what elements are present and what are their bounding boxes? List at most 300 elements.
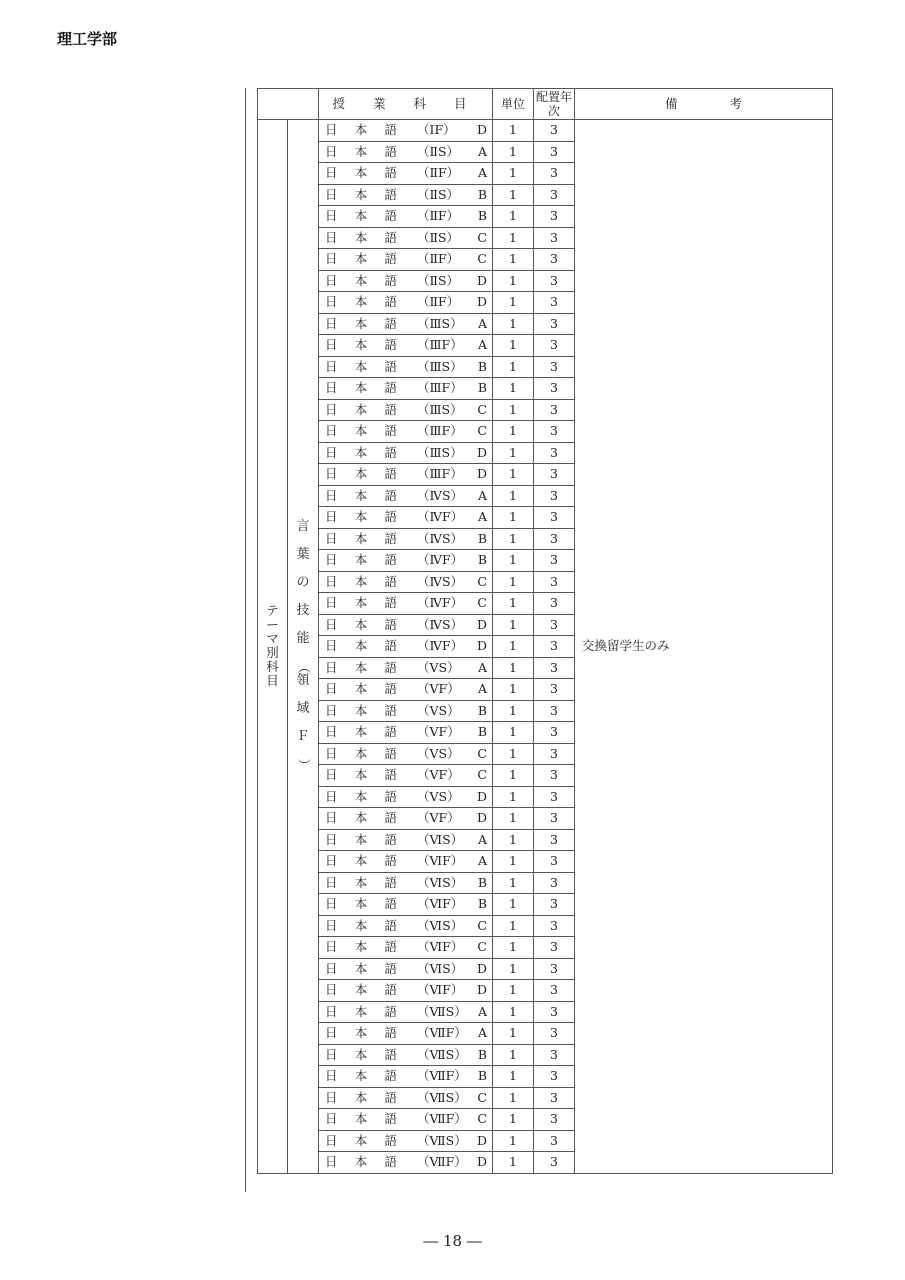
year-cell: 3 (534, 593, 575, 615)
unit-cell: 1 (493, 1152, 534, 1174)
subcategory-char: ） (295, 758, 311, 772)
unit-cell: 1 (493, 657, 534, 679)
year-cell: 3 (534, 636, 575, 658)
course-name-cell (319, 679, 493, 701)
unit-cell: 1 (493, 980, 534, 1002)
course-level-code: （ⅡF） (417, 165, 460, 181)
unit-cell: 1 (493, 679, 534, 701)
course-level-code: （ⅢS） (417, 315, 463, 331)
course-name-cell (319, 808, 493, 830)
unit-cell: 1 (493, 206, 534, 228)
course-name: 日 本 語 (325, 1003, 397, 1019)
course-section: B (477, 724, 487, 740)
year-cell: 3 (534, 442, 575, 464)
year-cell: 3 (534, 1087, 575, 1109)
course-level-code: （ⅥF） (417, 896, 464, 912)
unit-cell: 1 (493, 120, 534, 142)
unit-cell: 1 (493, 700, 534, 722)
course-name-cell (319, 292, 493, 314)
course-name: 日 本 語 (325, 487, 397, 503)
category-char: ー (266, 617, 279, 633)
course-level-code: （ⅦF） (417, 1068, 467, 1084)
unit-cell: 1 (493, 550, 534, 572)
course-name-cell (319, 894, 493, 916)
course-name-cell (319, 1044, 493, 1066)
unit-cell: 1 (493, 507, 534, 529)
unit-cell: 1 (493, 1023, 534, 1045)
header-remarks-2: 考 (729, 96, 743, 111)
year-cell: 3 (534, 163, 575, 185)
course-name-cell (319, 980, 493, 1002)
course-section: D (476, 1154, 487, 1170)
course-name-cell (319, 636, 493, 658)
course-level-code: （ⅥS） (417, 831, 464, 847)
course-level-code: （ⅤS） (417, 702, 460, 718)
course-level-code: （ⅤS） (417, 745, 460, 761)
course-level-code: （ⅤS） (417, 659, 460, 675)
header-remarks (575, 89, 833, 120)
course-section: A (477, 143, 487, 159)
category-char: 科 (266, 659, 279, 675)
course-name-cell (319, 915, 493, 937)
year-cell: 3 (534, 120, 575, 142)
course-name-cell (319, 614, 493, 636)
course-section: B (477, 1068, 487, 1084)
course-section: B (477, 380, 487, 396)
course-name-cell (319, 163, 493, 185)
course-name: 日 本 語 (325, 681, 397, 697)
year-cell: 3 (534, 550, 575, 572)
year-cell: 3 (534, 700, 575, 722)
year-cell: 3 (534, 614, 575, 636)
course-name: 日 本 語 (325, 917, 397, 933)
course-level-code: （ⅥS） (417, 874, 464, 890)
unit-cell: 1 (493, 851, 534, 873)
course-level-code: （ⅢF） (417, 380, 463, 396)
category-char: 別 (266, 645, 279, 661)
course-name: 日 本 語 (325, 853, 397, 869)
course-name-cell (319, 1109, 493, 1131)
course-name-cell (319, 571, 493, 593)
year-cell: 3 (534, 722, 575, 744)
course-section: C (477, 767, 487, 783)
course-name: 日 本 語 (325, 272, 397, 288)
course-level-code: （ⅣF） (417, 595, 464, 611)
course-name-cell (319, 1023, 493, 1045)
year-cell: 3 (534, 1130, 575, 1152)
unit-cell: 1 (493, 872, 534, 894)
course-name-cell (319, 958, 493, 980)
unit-cell: 1 (493, 1130, 534, 1152)
unit-cell: 1 (493, 722, 534, 744)
unit-cell: 1 (493, 249, 534, 271)
course-name: 日 本 語 (325, 1046, 397, 1062)
year-cell: 3 (534, 571, 575, 593)
course-section: D (476, 638, 487, 654)
course-level-code: （ⅥF） (417, 982, 464, 998)
table-header-row (258, 89, 833, 120)
unit-cell: 1 (493, 421, 534, 443)
year-cell: 3 (534, 292, 575, 314)
header-blank-cell (258, 89, 319, 120)
year-cell: 3 (534, 872, 575, 894)
course-name: 日 本 語 (325, 143, 397, 159)
course-name: 日 本 語 (325, 1111, 397, 1127)
unit-cell: 1 (493, 1109, 534, 1131)
year-cell: 3 (534, 184, 575, 206)
unit-cell: 1 (493, 356, 534, 378)
year-cell: 3 (534, 980, 575, 1002)
course-section: C (477, 595, 487, 611)
course-level-code: （ⅤF） (417, 810, 460, 826)
course-name: 日 本 語 (325, 552, 397, 568)
course-section: D (476, 294, 487, 310)
course-level-code: （ⅣF） (417, 638, 464, 654)
course-section: C (477, 1089, 487, 1105)
course-name-cell (319, 851, 493, 873)
year-cell: 3 (534, 1109, 575, 1131)
course-level-code: （ⅤF） (417, 681, 460, 697)
course-level-code: （ⅦS） (417, 1003, 467, 1019)
course-level-code: （ⅡS） (417, 272, 460, 288)
course-name: 日 本 語 (325, 358, 397, 374)
course-name-cell (319, 937, 493, 959)
year-cell: 3 (534, 528, 575, 550)
course-name-cell (319, 313, 493, 335)
year-cell: 3 (534, 1001, 575, 1023)
course-level-code: （ⅥF） (417, 939, 464, 955)
course-level-code: （ⅡS） (417, 186, 460, 202)
course-section: D (476, 122, 487, 138)
year-cell: 3 (534, 227, 575, 249)
course-level-code: （ⅤS） (417, 788, 460, 804)
category-char: 目 (266, 673, 279, 689)
course-section: D (476, 960, 487, 976)
course-name-cell (319, 829, 493, 851)
course-name-cell (319, 184, 493, 206)
unit-cell: 1 (493, 141, 534, 163)
course-name-cell (319, 593, 493, 615)
course-name: 日 本 語 (325, 1025, 397, 1041)
unit-cell: 1 (493, 227, 534, 249)
course-section: C (477, 423, 487, 439)
course-level-code: （ⅦF） (417, 1111, 467, 1127)
course-name-cell (319, 1152, 493, 1174)
year-cell: 3 (534, 657, 575, 679)
subcategory-char: 域 (296, 701, 310, 717)
course-level-code: （ⅣS） (417, 616, 464, 632)
course-name-cell (319, 550, 493, 572)
course-level-code: （ⅦS） (417, 1046, 467, 1062)
subcategory-char: 技 (296, 603, 310, 619)
course-name-cell (319, 743, 493, 765)
course-name: 日 本 語 (325, 573, 397, 589)
course-name: 日 本 語 (325, 1089, 397, 1105)
course-section: A (477, 1025, 487, 1041)
course-section: C (477, 229, 487, 245)
course-level-code: （ⅤF） (417, 767, 460, 783)
table-body (258, 120, 833, 1174)
year-cell: 3 (534, 958, 575, 980)
course-section: D (476, 272, 487, 288)
year-cell: 3 (534, 1152, 575, 1174)
course-name-cell (319, 421, 493, 443)
course-name: 日 本 語 (325, 1132, 397, 1148)
course-name: 日 本 語 (325, 466, 397, 482)
subcategory-char: 葉 (296, 547, 310, 563)
year-cell: 3 (534, 356, 575, 378)
course-name-cell (319, 528, 493, 550)
course-name: 日 本 語 (325, 186, 397, 202)
year-cell: 3 (534, 851, 575, 873)
course-section: B (477, 896, 487, 912)
unit-cell: 1 (493, 399, 534, 421)
year-cell: 3 (534, 249, 575, 271)
course-name: 日 本 語 (325, 616, 397, 632)
course-section: B (477, 552, 487, 568)
unit-cell: 1 (493, 593, 534, 615)
unit-cell: 1 (493, 958, 534, 980)
subcategory-char: （ (295, 660, 311, 674)
unit-cell: 1 (493, 765, 534, 787)
course-name: 日 本 語 (325, 337, 397, 353)
course-level-code: （ⅦF） (417, 1025, 467, 1041)
course-name: 日 本 語 (325, 982, 397, 998)
course-level-code: （ⅢF） (417, 466, 463, 482)
page-number: ― 18 ― (423, 1232, 482, 1250)
unit-cell: 1 (493, 937, 534, 959)
course-section: A (477, 1003, 487, 1019)
course-name-cell (319, 356, 493, 378)
course-name-cell (319, 442, 493, 464)
unit-cell: 1 (493, 184, 534, 206)
course-name-cell (319, 270, 493, 292)
year-cell: 3 (534, 421, 575, 443)
header-course: 授 業 科 目 (319, 89, 493, 120)
course-level-code: （ⅢF） (417, 423, 463, 439)
course-section: A (477, 165, 487, 181)
subcategory-char: 言 (296, 519, 310, 535)
course-level-code: （ⅣF） (417, 509, 464, 525)
table-row (258, 120, 833, 142)
course-name: 日 本 語 (325, 810, 397, 826)
course-name: 日 本 語 (325, 960, 397, 976)
course-name: 日 本 語 (325, 595, 397, 611)
course-name: 日 本 語 (325, 745, 397, 761)
year-cell: 3 (534, 765, 575, 787)
year-cell: 3 (534, 399, 575, 421)
unit-cell: 1 (493, 829, 534, 851)
course-name-cell (319, 872, 493, 894)
course-name: 日 本 語 (325, 165, 397, 181)
course-section: C (477, 401, 487, 417)
unit-cell: 1 (493, 464, 534, 486)
year-cell: 3 (534, 335, 575, 357)
course-level-code: （ⅦS） (417, 1132, 467, 1148)
course-section: B (477, 874, 487, 890)
course-name: 日 本 語 (325, 229, 397, 245)
course-name: 日 本 語 (325, 1068, 397, 1084)
course-section: C (477, 745, 487, 761)
unit-cell: 1 (493, 1066, 534, 1088)
course-section: D (476, 982, 487, 998)
header-remarks-1: 備 (664, 96, 678, 111)
course-name: 日 本 語 (325, 1154, 397, 1170)
subcategory-cell (288, 120, 319, 1174)
unit-cell: 1 (493, 528, 534, 550)
course-name-cell (319, 120, 493, 142)
course-section: C (477, 939, 487, 955)
year-cell: 3 (534, 270, 575, 292)
unit-cell: 1 (493, 571, 534, 593)
unit-cell: 1 (493, 614, 534, 636)
course-name: 日 本 語 (325, 401, 397, 417)
course-section: B (477, 530, 487, 546)
year-cell: 3 (534, 829, 575, 851)
course-name: 日 本 語 (325, 208, 397, 224)
course-section: D (476, 616, 487, 632)
year-cell: 3 (534, 743, 575, 765)
unit-cell: 1 (493, 743, 534, 765)
course-level-code: （ⅣS） (417, 530, 464, 546)
unit-cell: 1 (493, 1001, 534, 1023)
course-level-code: （ⅢS） (417, 444, 463, 460)
unit-cell: 1 (493, 335, 534, 357)
course-name-cell (319, 378, 493, 400)
course-section: A (477, 315, 487, 331)
course-name-cell (319, 206, 493, 228)
course-name: 日 本 語 (325, 638, 397, 654)
course-name: 日 本 語 (325, 831, 397, 847)
course-table (257, 88, 833, 1174)
course-section: D (476, 810, 487, 826)
course-section: A (477, 853, 487, 869)
course-name: 日 本 語 (325, 788, 397, 804)
course-section: A (477, 831, 487, 847)
header-unit: 単位 (493, 89, 534, 120)
unit-cell: 1 (493, 636, 534, 658)
course-section: A (477, 659, 487, 675)
course-name-cell (319, 335, 493, 357)
unit-cell: 1 (493, 378, 534, 400)
year-cell: 3 (534, 894, 575, 916)
course-name-cell (319, 1087, 493, 1109)
category-char: テ (266, 603, 279, 619)
course-section: A (477, 509, 487, 525)
course-name-cell (319, 141, 493, 163)
course-name-cell (319, 249, 493, 271)
course-name-cell (319, 786, 493, 808)
department-title: 理工学部 (57, 30, 118, 48)
year-cell: 3 (534, 1023, 575, 1045)
course-name-cell (319, 1066, 493, 1088)
course-level-code: （ⅣS） (417, 487, 464, 503)
year-cell: 3 (534, 679, 575, 701)
course-section: C (477, 1111, 487, 1127)
course-level-code: （ⅡF） (417, 294, 460, 310)
course-name: 日 本 語 (325, 659, 397, 675)
unit-cell: 1 (493, 270, 534, 292)
course-section: B (477, 186, 487, 202)
course-name: 日 本 語 (325, 767, 397, 783)
course-level-code: （ⅡS） (417, 229, 460, 245)
margin-rule (245, 88, 246, 1192)
unit-cell: 1 (493, 1087, 534, 1109)
subcategory-char: の (296, 575, 310, 591)
unit-cell: 1 (493, 894, 534, 916)
course-name: 日 本 語 (325, 315, 397, 331)
course-name-cell (319, 399, 493, 421)
unit-cell: 1 (493, 485, 534, 507)
course-name-cell (319, 700, 493, 722)
year-cell: 3 (534, 378, 575, 400)
header-year: 配置年次 (534, 89, 575, 120)
course-section: A (477, 337, 487, 353)
category-char: マ (266, 631, 279, 647)
course-section: C (477, 251, 487, 267)
course-name: 日 本 語 (325, 530, 397, 546)
year-cell: 3 (534, 937, 575, 959)
course-section: D (476, 1132, 487, 1148)
year-cell: 3 (534, 1044, 575, 1066)
course-section: D (476, 788, 487, 804)
course-name: 日 本 語 (325, 122, 397, 138)
course-name: 日 本 語 (325, 251, 397, 267)
course-name: 日 本 語 (325, 380, 397, 396)
year-cell: 3 (534, 485, 575, 507)
course-level-code: （ⅦF） (417, 1154, 467, 1170)
course-name-cell (319, 722, 493, 744)
unit-cell: 1 (493, 313, 534, 335)
subcategory-char: 能 (296, 631, 310, 647)
course-name: 日 本 語 (325, 444, 397, 460)
course-level-code: （ⅣS） (417, 573, 464, 589)
course-level-code: （ⅡF） (417, 251, 460, 267)
year-cell: 3 (534, 786, 575, 808)
course-name: 日 本 語 (325, 939, 397, 955)
unit-cell: 1 (493, 1044, 534, 1066)
course-name: 日 本 語 (325, 724, 397, 740)
course-section: D (476, 466, 487, 482)
course-level-code: （ⅥS） (417, 960, 464, 976)
course-level-code: （ⅥF） (417, 853, 464, 869)
category-cell (258, 120, 288, 1174)
course-name: 日 本 語 (325, 874, 397, 890)
subcategory-char: 領 (296, 673, 310, 689)
course-level-code: （ⅠF） (417, 122, 456, 138)
year-cell: 3 (534, 313, 575, 335)
unit-cell: 1 (493, 163, 534, 185)
course-section: A (477, 681, 487, 697)
course-section: B (477, 208, 487, 224)
course-name-cell (319, 765, 493, 787)
course-level-code: （ⅥS） (417, 917, 464, 933)
course-section: B (477, 1046, 487, 1062)
year-cell: 3 (534, 808, 575, 830)
unit-cell: 1 (493, 442, 534, 464)
unit-cell: 1 (493, 915, 534, 937)
course-name: 日 本 語 (325, 423, 397, 439)
course-section: A (477, 487, 487, 503)
unit-cell: 1 (493, 808, 534, 830)
course-name-cell (319, 1130, 493, 1152)
course-name-cell (319, 227, 493, 249)
course-level-code: （ⅣF） (417, 552, 464, 568)
year-cell: 3 (534, 1066, 575, 1088)
course-section: D (476, 444, 487, 460)
course-name: 日 本 語 (325, 702, 397, 718)
course-level-code: （ⅢS） (417, 401, 463, 417)
